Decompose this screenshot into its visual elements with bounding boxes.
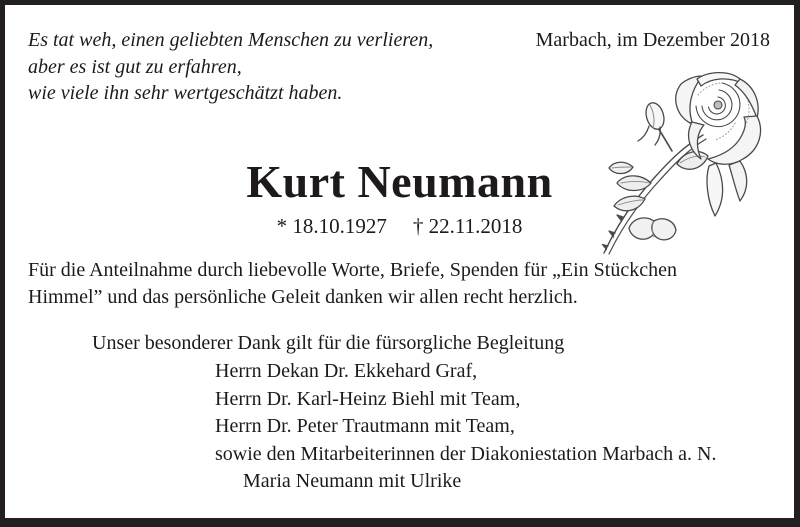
thanks-line: Himmel” und das persönliche Geleit danken wir allen recht herzlich. [28,286,578,308]
recipient-line: Herrn Dr. Peter Trautmann mit Team, [215,415,515,437]
epigraph [28,27,433,107]
deceased-name: Kurt Neumann [246,156,553,207]
place-dateline: Marbach, im Dezember 2018 [535,29,770,51]
thanks-line: Für die Anteilnahme durch liebevolle Worte, Briefe, Spenden für „Ein Stückchen [28,259,677,281]
thanks-paragraph [28,257,677,311]
recipient-line: Herrn Dekan Dr. Ekkehard Graf, [215,360,478,382]
life-dates [5,214,794,239]
recipient-line: sowie den Mitarbeiterinnen der Diakoniestation Marbach a. N. [215,442,717,465]
birth-date: * 18.10.1927 [276,214,387,238]
epigraph-line: wie viele ihn sehr wertgeschätzt haben. [28,82,343,104]
epigraph-line: Es tat weh, einen geliebten Menschen zu verlieren, [28,29,434,51]
special-thanks-recipients [215,358,717,468]
death-date: † 22.11.2018 [412,214,523,238]
recipient-line: Herrn Dr. Karl-Heinz Biehl mit Team, [215,387,521,410]
special-thanks-intro: Unser besonderer Dank gilt für die fürsorgliche Begleitung [92,332,565,354]
epigraph-line: aber es ist gut zu erfahren, [28,55,242,78]
mourner-signature: Maria Neumann mit Ulrike [243,470,462,492]
